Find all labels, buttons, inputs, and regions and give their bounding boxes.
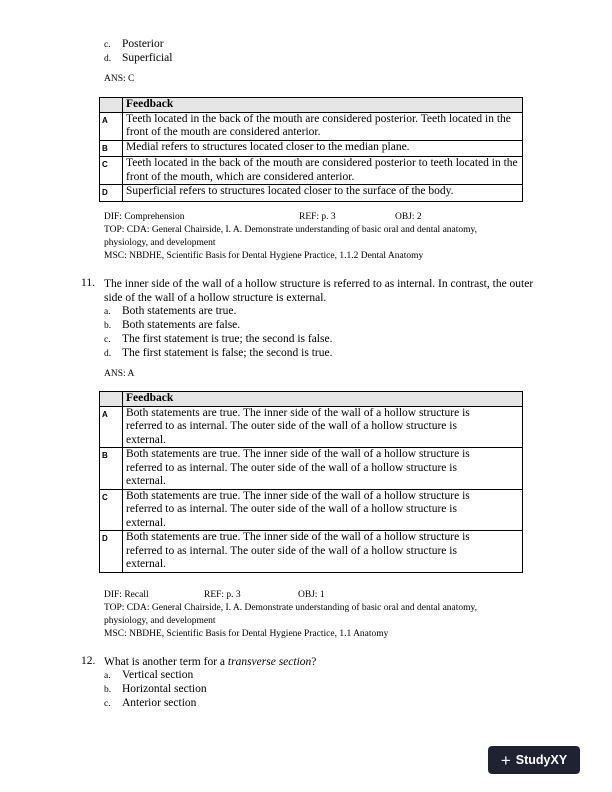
logo-text: StudyXY — [515, 753, 568, 767]
feedback-table — [99, 97, 523, 202]
ref-label: REF: p. 3 — [299, 212, 336, 222]
feedback-row — [100, 185, 523, 202]
choice-text: Horizontal section — [122, 683, 207, 695]
answer-line: ANS: C — [104, 74, 135, 84]
topic-line-continued: physiology, and development — [104, 616, 216, 626]
feedback-text: Both statements are true. The inner side of the wall of a hollow structure is referred to as internal. The outer side of the wall of a hollow structure is external. — [123, 448, 523, 490]
choice-c — [104, 697, 196, 711]
feedback-row — [100, 448, 523, 490]
choice-c — [104, 38, 164, 52]
choice-text: The first statement is false; the second is true. — [122, 347, 333, 359]
feedback-row — [100, 531, 523, 573]
msc-line: MSC: NBDHE, Scientific Basis for Dental Hygiene Practice, 1.1.2 Dental Anatomy — [104, 251, 424, 261]
obj-label: OBJ: 1 — [298, 590, 325, 600]
feedback-text: Medial refers to structures located closer to the median plane. — [123, 140, 523, 157]
choice-letter: c. — [104, 335, 111, 345]
choice-text: The first statement is true; the second is false. — [122, 333, 333, 345]
answer-line: ANS: A — [104, 369, 135, 379]
choice-text: Both statements are false. — [122, 319, 241, 331]
feedback-header-blank — [100, 392, 123, 407]
feedback-row — [100, 157, 523, 185]
feedback-letter: A — [100, 406, 123, 448]
feedback-header: Feedback — [123, 392, 523, 407]
choice-a — [104, 669, 193, 683]
choice-letter: b. — [104, 321, 112, 331]
feedback-letter: C — [100, 489, 123, 531]
choice-text: Superficial — [122, 52, 173, 64]
feedback-letter: D — [100, 185, 123, 202]
feedback-header-blank — [100, 98, 123, 113]
choice-text: Anterior section — [122, 697, 197, 709]
choice-d — [104, 52, 172, 66]
choice-text: Vertical section — [122, 669, 194, 681]
feedback-row — [100, 489, 523, 531]
feedback-text: Both statements are true. The inner side of the wall of a hollow structure is referred to as internal. The outer side of the wall of a hollow structure is external. — [123, 531, 523, 573]
dif-label: DIF: Recall — [104, 590, 149, 600]
choice-text: Posterior — [122, 38, 164, 50]
obj-label: OBJ: 2 — [395, 212, 422, 222]
question-term: transverse section — [227, 656, 312, 668]
feedback-letter: B — [100, 448, 123, 490]
feedback-text: Both statements are true. The inner side of the wall of a hollow structure is referred to as internal. The outer side of the wall of a hollow structure is external. — [123, 406, 523, 448]
topic-line-continued: physiology, and development — [104, 238, 216, 248]
question-text — [104, 655, 554, 669]
topic-line: TOP: CDA: General Chairside, I. A. Demonstrate understanding of basic oral and dental anatomy, — [104, 225, 478, 235]
feedback-letter: D — [100, 531, 123, 573]
feedback-text: Teeth located in the back of the mouth are considered posterior to teeth located in the front of the mouth, which are considered anterior. — [123, 157, 523, 185]
question-number: 12. — [81, 655, 96, 667]
choice-letter: a. — [104, 671, 111, 681]
choice-letter: a. — [104, 307, 111, 317]
question-text: The inner side of the wall of a hollow structure is referred to as internal. In contrast, the outer side of the wall of a hollow structure is external. — [104, 278, 534, 304]
choice-letter: c. — [104, 699, 111, 709]
plus-icon: + — [500, 750, 511, 770]
question-text-end: ? — [311, 656, 317, 668]
choice-letter: d. — [104, 54, 112, 64]
choice-b — [104, 683, 207, 697]
feedback-text: Superficial refers to structures located closer to the surface of the body. — [123, 185, 523, 202]
feedback-row — [100, 112, 523, 140]
feedback-letter: B — [100, 140, 123, 157]
studyxy-logo[interactable] — [488, 746, 580, 774]
feedback-header: Feedback — [123, 98, 523, 113]
choice-b — [104, 319, 240, 333]
choice-a — [104, 305, 236, 319]
question-number: 11. — [81, 277, 95, 289]
question-text-part: What is another term for a — [104, 656, 228, 668]
feedback-row — [100, 140, 523, 157]
choice-letter: d. — [104, 349, 112, 359]
feedback-row — [100, 406, 523, 448]
feedback-text: Teeth located in the back of the mouth are considered posterior. Teeth located in the front of the mouth are considered anterior. — [123, 112, 523, 140]
topic-line: TOP: CDA: General Chairside, I. A. Demonstrate understanding of basic oral and dental anatomy, — [104, 603, 478, 613]
choice-letter: c. — [104, 40, 111, 50]
choice-d — [104, 347, 332, 361]
choice-letter: b. — [104, 685, 112, 695]
msc-line: MSC: NBDHE, Scientific Basis for Dental Hygiene Practice, 1.1 Anatomy — [104, 629, 389, 639]
ref-label: REF: p. 3 — [204, 590, 241, 600]
choice-c — [104, 333, 332, 347]
feedback-letter: C — [100, 157, 123, 185]
feedback-text: Both statements are true. The inner side of the wall of a hollow structure is referred to as internal. The outer side of the wall of a hollow structure is external. — [123, 489, 523, 531]
dif-label: DIF: Comprehension — [104, 212, 185, 222]
choice-text: Both statements are true. — [122, 305, 237, 317]
feedback-letter: A — [100, 112, 123, 140]
feedback-table — [99, 391, 523, 573]
